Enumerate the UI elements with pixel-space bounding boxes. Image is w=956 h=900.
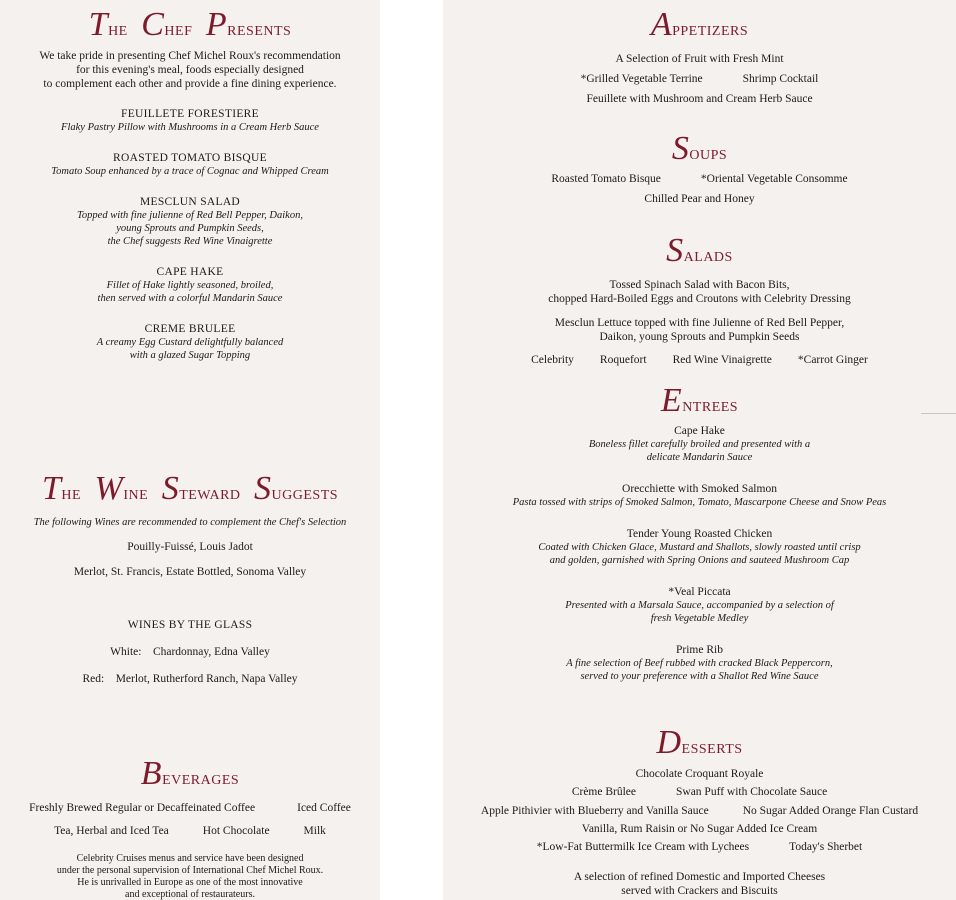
course-name: MESCLUN SALAD (139, 196, 241, 208)
menu-item: Mesclun Lettuce topped with fine Julienne of Red Bell Pepper, Daikon, young Sprouts and Pumpkin Seeds (554, 317, 845, 343)
white-wine-line: White: Chardonnay, Edna Valley (110, 646, 270, 658)
beverages-title: Beverages (140, 755, 240, 792)
course-name: ROASTED TOMATO BISQUE (113, 152, 267, 164)
red-wine-line: Red: Merlot, Rutherford Ranch, Napa Valley (82, 673, 298, 685)
menu-item-row: *Grilled Vegetable Terrine Shrimp Cocktail (580, 73, 819, 85)
menu-item-row: Crème Brûlee Swan Puff with Chocolate Sauce (571, 786, 828, 798)
right-menu-page (443, 0, 956, 900)
menu-item: Tossed Spinach Salad with Bacon Bits, chopped Hard-Boiled Eggs and Croutons with Celebrity Dressing (548, 279, 851, 305)
menu-item: Feuillete with Mushroom and Cream Herb Sauce (586, 93, 813, 105)
entree-item: Prime Rib A fine selection of Beef rubbed with cracked Black Peppercorn, served to your preference with a Shallot Red Wine Sauce (566, 644, 833, 682)
menu-item: Chilled Pear and Honey (644, 193, 755, 205)
chef-course (0, 151, 380, 178)
chef-course (0, 107, 380, 134)
appetizers-title: Appetizers (650, 6, 749, 43)
cheese-note: A selection of refined Domestic and Imported Cheeses served with Crackers and Biscuits (573, 871, 826, 897)
chef-course: CREME BRULEE A creamy Egg Custard delightfully balanced with a glazed Sugar Topping (0, 322, 380, 362)
entree-item: Orecchiette with Smoked Salmon Pasta tossed with strips of Smoked Salmon, Tomato, Mascarpone Cheese and Snow Peas (512, 483, 887, 508)
course-name: CAPE HAKE (156, 266, 224, 278)
desserts-title: Desserts (656, 724, 743, 761)
entree-item: Cape Hake Boneless fillet carefully broiled and presented with a delicate Mandarin Sauce (588, 425, 811, 463)
menu-item: Vanilla, Rum Raisin or No Sugar Added Ice Cream (581, 823, 818, 835)
wine-intro: The following Wines are recommended to complement the Chef's Selection (33, 517, 347, 528)
course-name: FEUILLETE FORESTIERE (121, 108, 259, 120)
left-menu-page (0, 0, 380, 900)
chef-presents-title: The Chef Presents (88, 6, 292, 43)
chef-intro: We take pride in presenting Chef Michel Roux's recommendation for this evening's meal, foods especially designed to complement each other and provide a fine dining experience. (39, 50, 341, 90)
beverages-row: Tea, Herbal and Iced Tea Hot Chocolate Milk (54, 825, 326, 837)
salads-title: Salads (666, 232, 733, 269)
course-name: CREME BRULEE (144, 323, 236, 335)
entree-item: *Veal Piccata Presented with a Marsala Sauce, accompanied by a selection of fresh Vegetable Medley (565, 586, 834, 624)
menu-item-row: *Low-Fat Buttermilk Ice Cream with Lychees Today's Sherbet (536, 841, 863, 853)
menu-item-row: Roasted Tomato Bisque *Oriental Vegetable Consomme (551, 173, 848, 185)
wine-steward-title: The Wine Steward Suggests (41, 470, 339, 507)
entrees-title: Entrees (660, 382, 739, 419)
menu-item: Chocolate Croquant Royale (635, 768, 764, 780)
chef-course: CAPE HAKE Fillet of Hake lightly seasoned, broiled, then served with a colorful Mandarin Sauce (0, 265, 380, 305)
menu-item: A Selection of Fruit with Fresh Mint (615, 53, 784, 65)
celebrity-footer: Celebrity Cruises menus and service have been designed under the personal supervision of International Chef Michel Roux. He is unrivalled in Europe as one of the most innovative and exceptional of restaurateurs. (56, 853, 324, 900)
wine-recommendation: Merlot, St. Francis, Estate Bottled, Sonoma Valley (73, 566, 307, 578)
entree-item: Tender Young Roasted Chicken Coated with Chicken Glace, Mustard and Shallots, slowly roasted until crisp and golden, garnished with Spring Onions and sauteed Mushroom Cap (538, 528, 861, 566)
wine-recommendation: Pouilly-Fuissé, Louis Jadot (127, 541, 253, 553)
menu-item-row: Apple Pithivier with Blueberry and Vanilla Sauce No Sugar Added Orange Flan Custard (480, 805, 919, 817)
wines-by-glass-heading: WINES BY THE GLASS (127, 619, 253, 631)
course-desc: Flaky Pastry Pillow with Mushrooms in a Cream Herb Sauce (61, 122, 319, 133)
scan-mark (921, 413, 956, 414)
course-desc: Tomato Soup enhanced by a trace of Cognac and Whipped Cream (51, 166, 329, 177)
dressings-row: Celebrity Roquefort Red Wine Vinaigrette *Carrot Ginger (531, 354, 868, 366)
soups-title: Soups (671, 130, 728, 167)
beverages-row: Freshly Brewed Regular or Decaffeinated Coffee Iced Coffee (29, 802, 351, 814)
chef-course: MESCLUN SALAD Topped with fine julienne of Red Bell Pepper, Daikon, young Sprouts and Pumpkin Seeds, the Chef suggests Red Wine Vinaigrette (0, 195, 380, 248)
